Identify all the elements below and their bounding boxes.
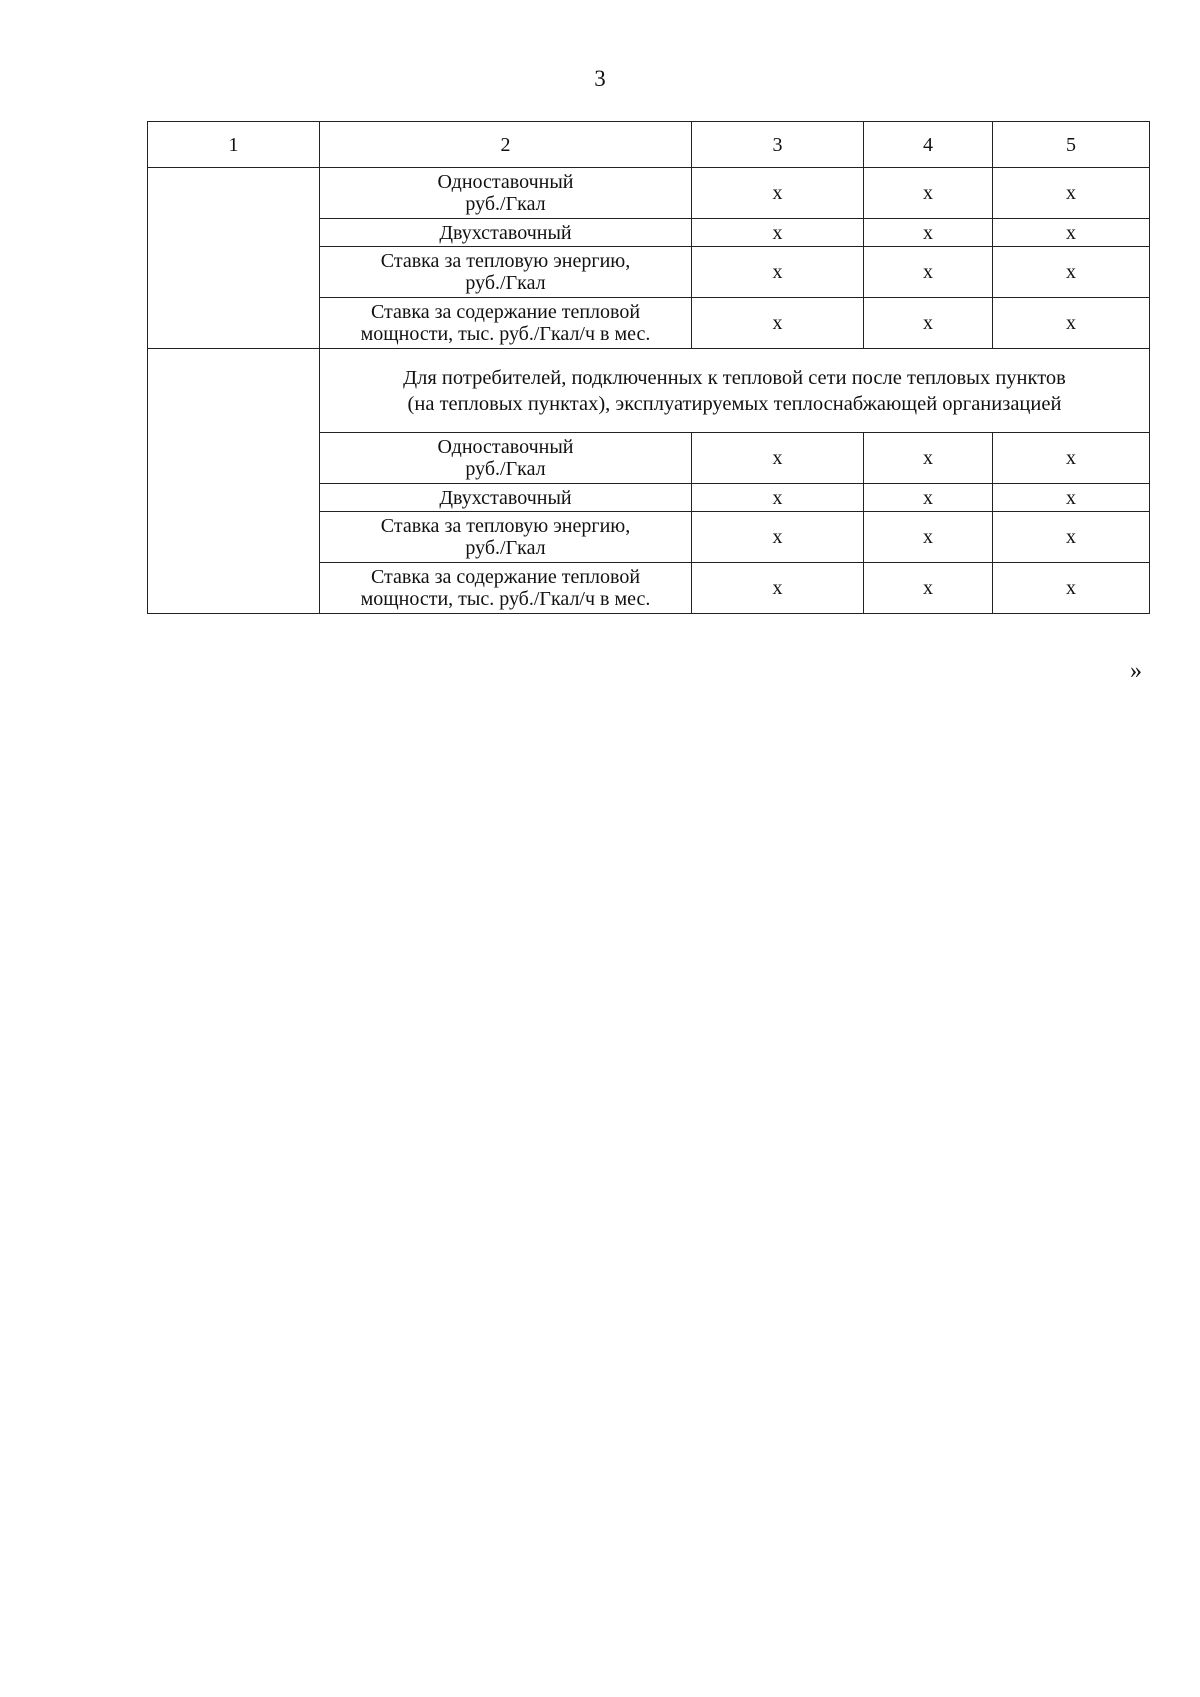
value-cell: x (692, 512, 864, 563)
value-cell: x (692, 433, 864, 484)
row-label: Ставка за содержание тепловой мощности, тыс. руб./Гкал/ч в мес. (320, 298, 692, 349)
value-cell: x (864, 563, 993, 614)
value-cell: x (864, 433, 993, 484)
value-cell: x (993, 298, 1150, 349)
value-cell: x (993, 168, 1150, 219)
value-cell: x (864, 219, 993, 247)
tariff-table (147, 121, 1150, 614)
value-cell: x (692, 247, 864, 298)
value-cell: x (864, 168, 993, 219)
row-label: Ставка за содержание тепловой мощности, тыс. руб./Гкал/ч в мес. (320, 563, 692, 614)
header-cell-2: 2 (320, 122, 692, 168)
row-label: Одноставочный руб./Гкал (320, 168, 692, 219)
header-cell-1: 1 (148, 122, 320, 168)
row-label: Ставка за тепловую энергию, руб./Гкал (320, 247, 692, 298)
row-label: Ставка за тепловую энергию, руб./Гкал (320, 512, 692, 563)
value-cell: x (993, 512, 1150, 563)
header-cell-4: 4 (864, 122, 993, 168)
group2-empty-cell (148, 349, 320, 614)
table-row (148, 168, 1150, 219)
value-cell: x (692, 563, 864, 614)
value-cell: x (692, 168, 864, 219)
closing-quote: » (1130, 658, 1142, 684)
row-label: Двухставочный (320, 484, 692, 512)
value-cell: x (993, 247, 1150, 298)
value-cell: x (864, 512, 993, 563)
page-number: 3 (594, 66, 606, 91)
header-cell-3: 3 (692, 122, 864, 168)
value-cell: x (993, 563, 1150, 614)
section-header-row (148, 349, 1150, 433)
header-cell-5: 5 (993, 122, 1150, 168)
table-header-row (148, 122, 1150, 168)
value-cell: x (864, 484, 993, 512)
value-cell: x (692, 484, 864, 512)
value-cell: x (993, 433, 1150, 484)
section-title: Для потребителей, подключенных к тепловой сети после тепловых пунктов (на тепловых пунктах), эксплуатируемых теплоснабжающей организацией (320, 349, 1150, 433)
value-cell: x (864, 298, 993, 349)
value-cell: x (993, 219, 1150, 247)
value-cell: x (692, 219, 864, 247)
value-cell: x (692, 298, 864, 349)
group1-empty-cell (148, 168, 320, 349)
row-label: Двухставочный (320, 219, 692, 247)
value-cell: x (864, 247, 993, 298)
value-cell: x (993, 484, 1150, 512)
row-label: Одноставочный руб./Гкал (320, 433, 692, 484)
